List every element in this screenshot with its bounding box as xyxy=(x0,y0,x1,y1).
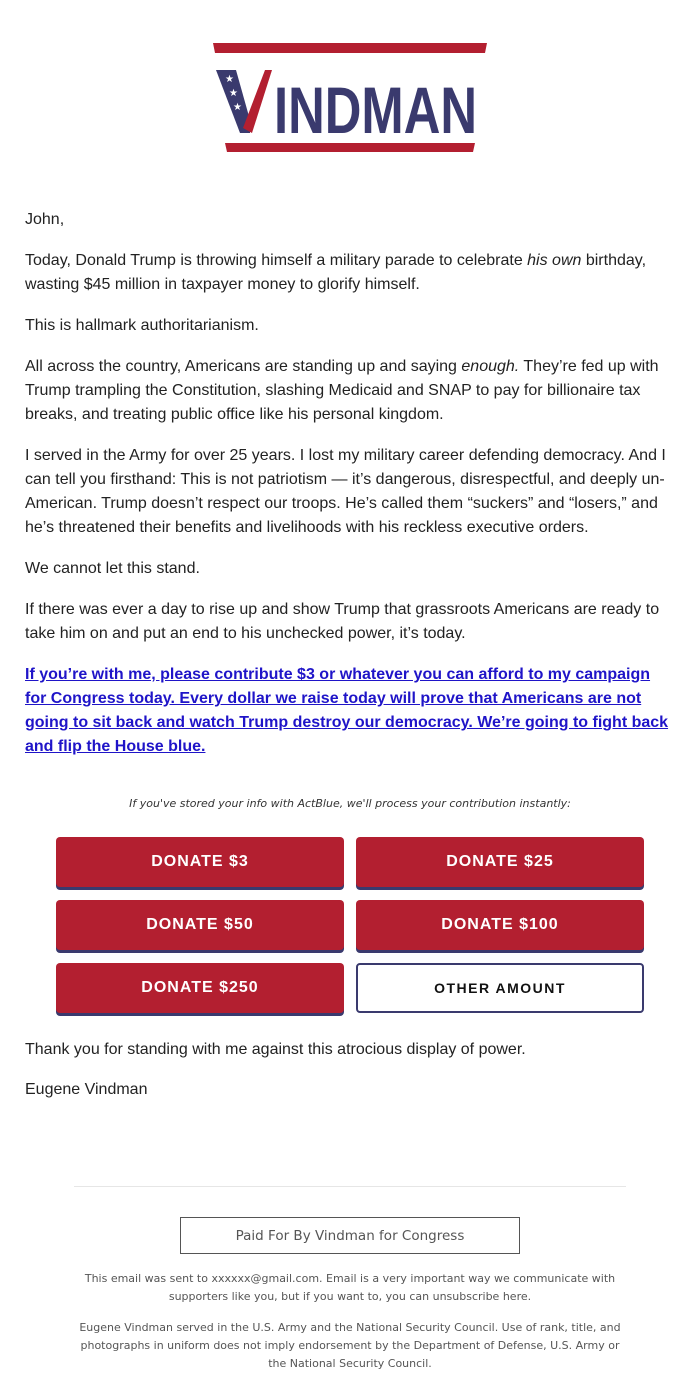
donate-3-button[interactable]: DONATE $3 xyxy=(56,837,344,887)
paid-for-box: Paid For By Vindman for Congress xyxy=(180,1217,520,1254)
paragraph-enough: All across the country, Americans are standing up and saying enough. They’re fed up with Trump trampling the Constitution, slashing Medicaid and SNAP to pay for billionaire tax breaks, and treating public office like his personal kingdom. xyxy=(25,358,659,423)
donate-25-button[interactable]: DONATE $25 xyxy=(356,837,644,887)
svg-text:★: ★ xyxy=(233,102,242,113)
recipient-email: xxxxxx@gmail.com xyxy=(211,1272,320,1285)
paragraph-rise-up: If there was ever a day to rise up and show Trump that grassroots Americans are ready to take him on and put an end to his unchecked power, it’s today. xyxy=(25,601,660,642)
svg-text:★: ★ xyxy=(225,74,234,85)
actblue-note: If you've stored your info with ActBlue, we'll process your contribution instantly: xyxy=(129,797,571,810)
paragraph-authoritarianism: This is hallmark authoritarianism. xyxy=(25,317,259,334)
donate-50-button[interactable]: DONATE $50 xyxy=(56,900,344,950)
sent-to-notice: This email was sent to xxxxxx@gmail.com. Email is a very important way we communicate with supporters like you, but if you want to, you can unsubscribe here. xyxy=(84,1272,616,1303)
other-amount-button[interactable]: OTHER AMOUNT xyxy=(356,963,644,1013)
donate-100-button[interactable]: DONATE $100 xyxy=(356,900,644,950)
unsubscribe-link[interactable]: unsubscribe here xyxy=(432,1290,528,1303)
greeting: John, xyxy=(25,211,65,228)
signature: Eugene Vindman xyxy=(25,1081,148,1098)
contribute-link[interactable]: If you’re with me, please contribute $3 or whatever you can afford to my campaign for Congress today. Every dollar we raise today will prove that Americans are not going to sit back and watch Trump destroy our democracy. We’re going to fight back and flip the House blue. xyxy=(25,666,669,755)
disclaimer: Eugene Vindman served in the U.S. Army and the National Security Council. Use of rank, title, and photographs in uniform does not imply endorsement by the Department of Defense, U.S. Army or the National Security Council. xyxy=(79,1321,621,1370)
svg-text:★: ★ xyxy=(229,88,238,99)
donate-250-button[interactable]: DONATE $250 xyxy=(56,963,344,1013)
thanks-line: Thank you for standing with me against this atrocious display of power. xyxy=(25,1041,526,1058)
paragraph-parade: Today, Donald Trump is throwing himself a military parade to celebrate his own birthday, wasting $45 million in taxpayer money to glorify himself. xyxy=(25,252,647,293)
paragraph-army-service: I served in the Army for over 25 years. I lost my military career defending democracy. And I can tell you firsthand: This is not patriotism — it’s dangerous, disrespectful, and deeply un-American. Trump doesn’t respect our troops. He’s called them “suckers” and “losers,” and he’s threatened their benefits and livelihoods with his reckless executive orders. xyxy=(25,447,666,536)
vindman-logo xyxy=(210,40,490,158)
svg-text:INDMAN: INDMAN xyxy=(274,73,477,147)
footer-divider xyxy=(74,1186,626,1187)
email-body xyxy=(25,208,670,759)
paragraph-cannot-stand: We cannot let this stand. xyxy=(25,560,200,577)
email-closing xyxy=(25,1038,670,1118)
